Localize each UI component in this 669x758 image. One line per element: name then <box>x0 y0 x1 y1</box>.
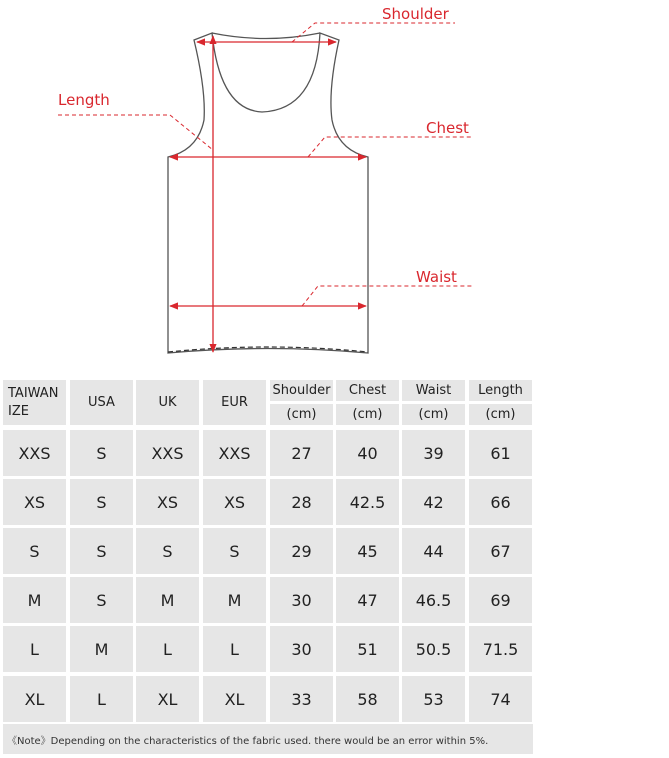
table-cell: 44 <box>402 528 465 574</box>
table-header-label: Shoulder <box>270 380 333 401</box>
table-cell: XXS <box>3 430 66 476</box>
table-header-label-line2: IZE <box>8 403 29 419</box>
table-cell: S <box>70 479 133 525</box>
table-cell: 30 <box>270 626 333 672</box>
leader-lines <box>58 23 474 306</box>
table-header-cell <box>136 380 199 425</box>
table-header-unit: (cm) <box>402 404 465 425</box>
table-cell: 27 <box>270 430 333 476</box>
table-header-cell <box>203 380 266 425</box>
table-cell: S <box>70 430 133 476</box>
table-cell: XS <box>3 479 66 525</box>
length-leader <box>58 115 213 150</box>
table-cell: 74 <box>469 676 532 722</box>
table-cell: S <box>136 528 199 574</box>
table-cell: 67 <box>469 528 532 574</box>
table-cell: L <box>3 626 66 672</box>
table-cell: L <box>70 676 133 722</box>
table-cell: 29 <box>270 528 333 574</box>
table-cell: 71.5 <box>469 626 532 672</box>
table-cell: 28 <box>270 479 333 525</box>
table-cell: 69 <box>469 577 532 623</box>
table-cell: 42.5 <box>336 479 399 525</box>
waist-leader <box>302 286 474 306</box>
table-header-unit: (cm) <box>270 404 333 425</box>
table-cell: M <box>203 577 266 623</box>
chest-leader <box>308 137 472 157</box>
table-header-label: Chest <box>336 380 399 401</box>
table-cell: 53 <box>402 676 465 722</box>
table-cell: XL <box>136 676 199 722</box>
table-cell: S <box>203 528 266 574</box>
tank-top-outline <box>168 33 368 353</box>
table-header-label: Length <box>469 380 532 401</box>
table-cell: XS <box>203 479 266 525</box>
chest-label: Chest <box>426 119 469 137</box>
length-label: Length <box>58 91 110 109</box>
table-cell: 39 <box>402 430 465 476</box>
table-cell: 30 <box>270 577 333 623</box>
table-cell: XXS <box>136 430 199 476</box>
table-cell: M <box>70 626 133 672</box>
table-header-label: TAIWAN <box>8 385 59 401</box>
fabric-note: 《Note》Depending on the characteristics of the fabric used. there would be an error within 5%. <box>3 724 533 754</box>
table-cell: S <box>70 577 133 623</box>
table-cell: L <box>136 626 199 672</box>
table-cell: 47 <box>336 577 399 623</box>
table-cell: 40 <box>336 430 399 476</box>
shoulder-leader <box>292 23 455 42</box>
table-cell: 58 <box>336 676 399 722</box>
shoulder-label: Shoulder <box>382 5 449 23</box>
table-cell: 61 <box>469 430 532 476</box>
table-header-label: UK <box>158 394 177 410</box>
table-header-label: USA <box>88 394 115 410</box>
table-cell: 33 <box>270 676 333 722</box>
table-cell: 46.5 <box>402 577 465 623</box>
table-cell: XXS <box>203 430 266 476</box>
table-cell: XL <box>3 676 66 722</box>
table-header-cell <box>70 380 133 425</box>
table-cell: S <box>3 528 66 574</box>
table-cell: XS <box>136 479 199 525</box>
table-header-label: EUR <box>221 394 248 410</box>
table-cell: M <box>136 577 199 623</box>
table-cell: XL <box>203 676 266 722</box>
table-cell: 50.5 <box>402 626 465 672</box>
table-cell: L <box>203 626 266 672</box>
table-cell: 45 <box>336 528 399 574</box>
tank-top-measurement-diagram <box>0 0 669 370</box>
table-cell: 51 <box>336 626 399 672</box>
table-header-cell <box>3 380 66 425</box>
table-cell: 66 <box>469 479 532 525</box>
table-header-unit: (cm) <box>336 404 399 425</box>
table-cell: M <box>3 577 66 623</box>
waist-label: Waist <box>416 268 457 286</box>
measurement-arrows <box>170 36 366 352</box>
table-cell: 42 <box>402 479 465 525</box>
table-header-unit: (cm) <box>469 404 532 425</box>
table-header-label: Waist <box>402 380 465 401</box>
table-cell: S <box>70 528 133 574</box>
